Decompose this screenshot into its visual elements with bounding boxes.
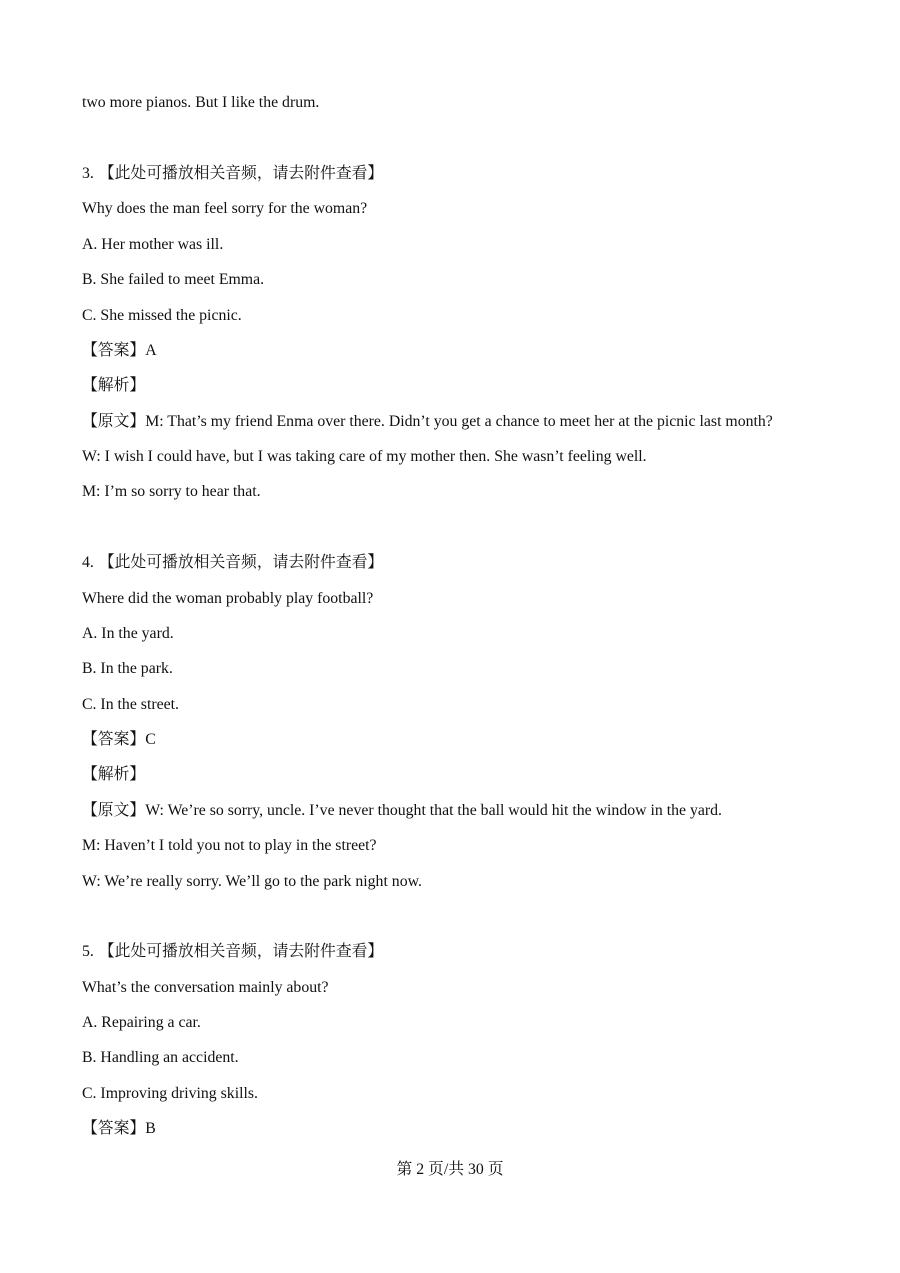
option-b: B. Handling an accident. (82, 1049, 239, 1067)
question-5 (82, 934, 872, 1146)
question-prompt: Why does the man feel sorry for the woman? (82, 200, 368, 218)
answer-value: B (145, 1120, 156, 1138)
option-c: C. Improving driving skills. (82, 1084, 258, 1102)
question-header (82, 934, 872, 969)
question-header (82, 545, 872, 580)
audio-note: 【此处可播放相关音频，请去附件查看】 (98, 554, 384, 572)
answer-line (82, 1111, 872, 1146)
document-body (82, 85, 872, 1146)
analysis-label: 【解析】 (82, 377, 146, 395)
question-4 (82, 545, 872, 899)
answer-line (82, 333, 872, 368)
question-header (82, 156, 872, 191)
option-a: A. Her mother was ill. (82, 235, 224, 253)
question-number: 5. (82, 943, 94, 961)
question-3 (82, 156, 872, 510)
audio-note: 【此处可播放相关音频，请去附件查看】 (98, 165, 384, 183)
transcript-line: W: We’re really sorry. We’ll go to the park night now. (82, 872, 422, 890)
transcript-line: M: Haven’t I told you not to play in the street? (82, 837, 377, 855)
transcript-line: M: I’m so sorry to hear that. (82, 483, 261, 501)
continued-text: two more pianos. But I like the drum. (82, 94, 320, 112)
transcript-text: W: We’re so sorry, uncle. I’ve never thought that the ball would hit the window in the yard. (145, 801, 722, 819)
question-prompt: Where did the woman probably play football? (82, 589, 374, 607)
option-b: B. She failed to meet Emma. (82, 271, 265, 289)
analysis-label: 【解析】 (82, 766, 146, 784)
option-c: C. She missed the picnic. (82, 306, 242, 324)
option-c: C. In the street. (82, 695, 179, 713)
question-number: 4. (82, 554, 94, 572)
question-number: 3. (82, 165, 94, 183)
question-prompt: What’s the conversation mainly about? (82, 978, 329, 996)
answer-line (82, 722, 872, 757)
transcript-line (82, 793, 872, 828)
audio-note: 【此处可播放相关音频，请去附件查看】 (98, 943, 384, 961)
transcript-line: W: I wish I could have, but I was taking care of my mother then. She wasn’t feeling well. (82, 448, 647, 466)
option-b: B. In the park. (82, 660, 173, 678)
option-a: A. Repairing a car. (82, 1014, 201, 1032)
answer-label: 【答案】 (82, 731, 146, 749)
option-a: A. In the yard. (82, 624, 174, 642)
transcript-label: 【原文】 (82, 412, 146, 430)
answer-value: C (145, 731, 156, 749)
answer-label: 【答案】 (82, 1120, 146, 1138)
answer-value: A (145, 341, 157, 359)
transcript-text: M: That’s my friend Enma over there. Didn’t you get a chance to meet her at the picnic last month? (145, 412, 773, 430)
page-footer: 第 2 页/共 30 页 (396, 1161, 504, 1179)
answer-label: 【答案】 (82, 341, 146, 359)
transcript-label: 【原文】 (82, 801, 146, 819)
transcript-line (82, 404, 872, 439)
